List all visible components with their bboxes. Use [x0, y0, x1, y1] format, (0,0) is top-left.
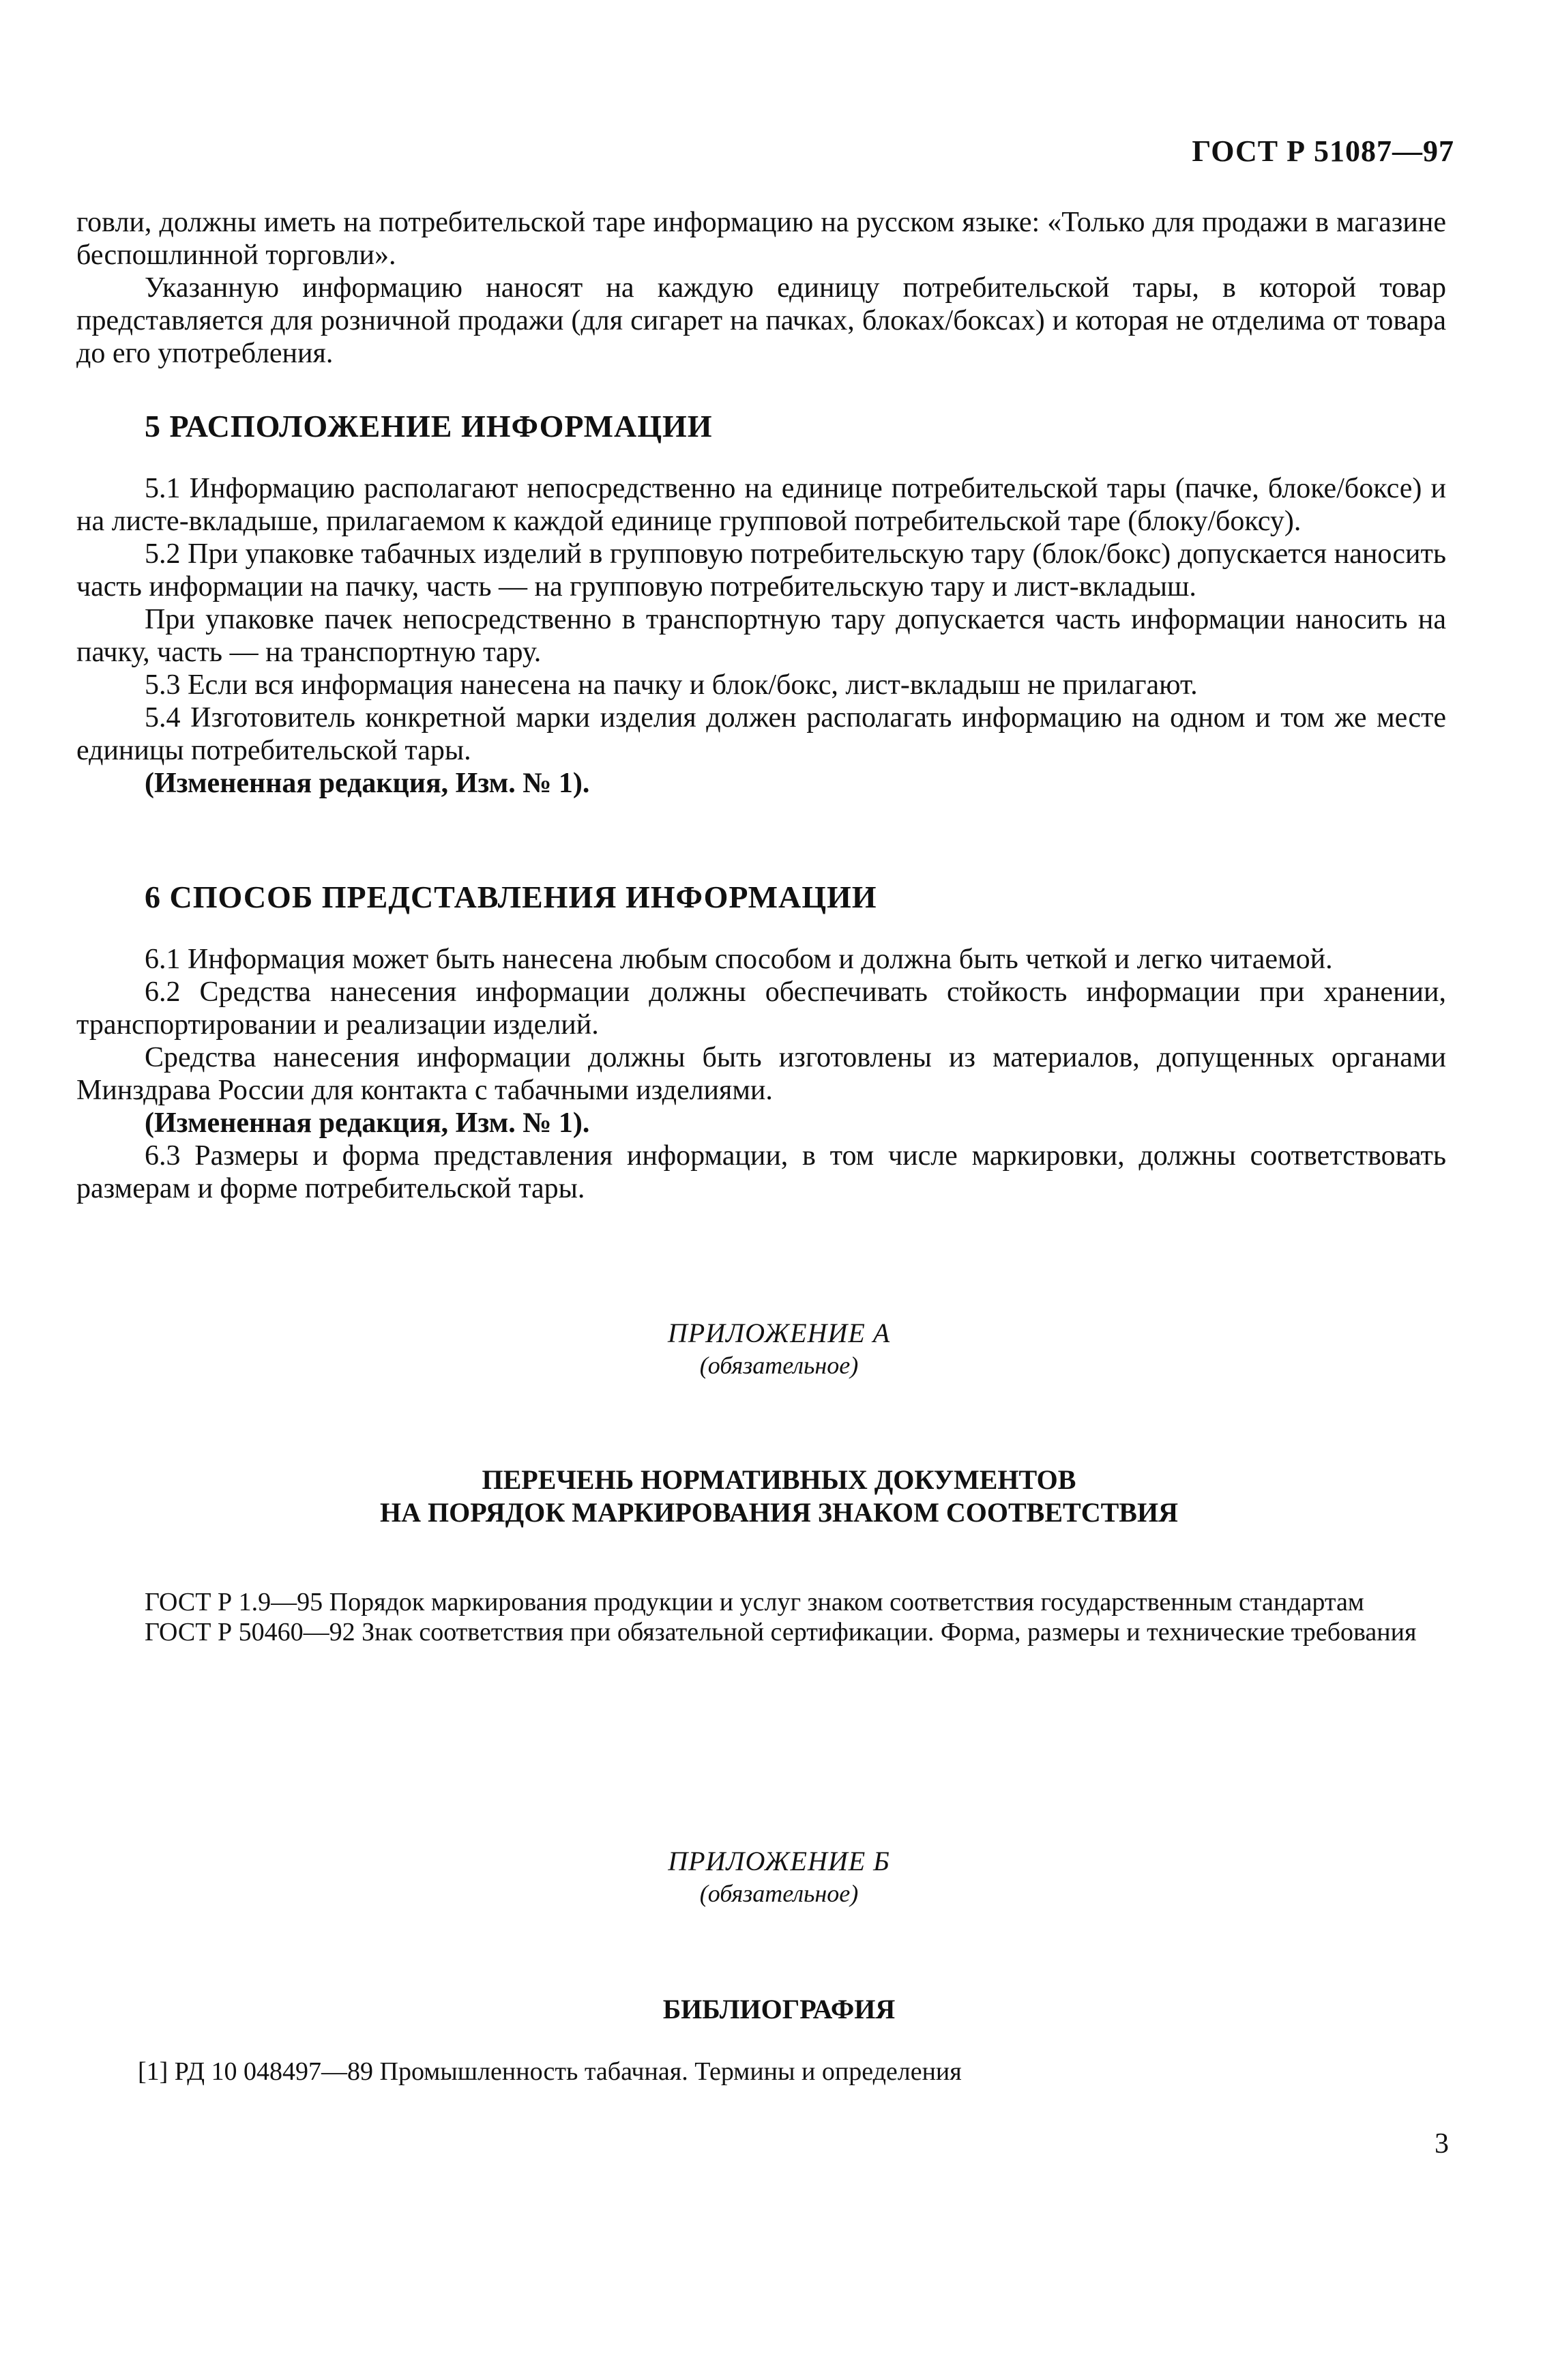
clause-6-1: 6.1 Информация может быть нанесена любым способом и должна быть четкой и легко читаемой.	[145, 944, 1333, 975]
appendix-a-label: ПРИЛОЖЕНИЕ А	[667, 1318, 891, 1348]
clause-6-2-continued: Средства нанесения информации должны быть изготовлены из материалов, допущенных органами Минздрава России для контакта с табачными изделиями.	[76, 1042, 1446, 1106]
clause-5-2-continued: При упаковке пачек непосредственно в транспортную тару допускается часть информации наносить на пачку, часть — на транспортную тару.	[76, 604, 1446, 668]
appendix-a-title-line-2: НА ПОРЯДОК МАРКИРОВАНИЯ ЗНАКОМ СООТВЕТСТВИЯ	[380, 1497, 1178, 1528]
clause-5-1: 5.1 Информацию располагают непосредственно на единице потребительской тары (пачке, блоке/боксе) и на листе-вкладыше, прилагаемом к каждой единице групповой потребительской таре (блоку/боксу).	[76, 473, 1446, 537]
clause-5-3: 5.3 Если вся информация нанесена на пачку и блок/бокс, лист-вкладыш не прилагают.	[145, 669, 1198, 701]
reference-item: ГОСТ Р 50460—92 Знак соответствия при обязательной сертификации. Форма, размеры и технические требования	[145, 1618, 1417, 1646]
standard-code-header: ГОСТ Р 51087—97	[1192, 134, 1454, 168]
section-6-body	[76, 943, 1446, 1205]
amendment-note: (Измененная редакция, Изм. № 1).	[145, 768, 590, 799]
clause-6-3: 6.3 Размеры и форма представления информации, в том числе маркировки, должны соответствовать размерам и форме потребительской тары.	[76, 1140, 1446, 1204]
intro-block	[76, 206, 1446, 370]
amendment-note: (Измененная редакция, Изм. № 1).	[145, 1107, 590, 1139]
reference-item: ГОСТ Р 1.9—95 Порядок маркирования продукции и услуг знаком соответствия государственным стандартам	[145, 1588, 1364, 1616]
bibliography-item: [1] РД 10 048497—89 Промышленность табачная. Термины и определения	[138, 2057, 962, 2086]
intro-paragraph-2: Указанную информацию наносят на каждую единицу потребительской тары, в которой товар представляется для розничной продажи (для сигарет на пачках, блоках/боксах) и которая не отделима от товара до его употребления.	[76, 272, 1446, 369]
section-6-heading: 6 СПОСОБ ПРЕДСТАВЛЕНИЯ ИНФОРМАЦИИ	[145, 880, 877, 914]
appendix-a-references	[76, 1587, 1446, 1647]
page-number: 3	[1435, 2128, 1449, 2160]
bibliography-list	[76, 2057, 1446, 2087]
clause-5-4: 5.4 Изготовитель конкретной марки изделия должен располагать информацию на одном и том же месте единицы потребительской тары.	[76, 702, 1446, 766]
clause-5-2: 5.2 При упаковке табачных изделий в групповую потребительскую тару (блок/бокс) допускается наносить часть информации на пачку, часть — на групповую потребительскую тару и лист-вкладыш.	[76, 538, 1446, 603]
intro-paragraph-1: говли, должны иметь на потребительской таре информацию на русском языке: «Только для продажи в магазине беспошлинной торговли».	[76, 207, 1446, 271]
bibliography-title: БИБЛИОГРАФИЯ	[662, 1994, 896, 2025]
appendix-b-status: (обязательное)	[699, 1880, 859, 1907]
appendix-a-status: (обязательное)	[699, 1352, 859, 1379]
section-5-heading: 5 РАСПОЛОЖЕНИЕ ИНФОРМАЦИИ	[145, 409, 713, 444]
appendix-a-title-line-1: ПЕРЕЧЕНЬ НОРМАТИВНЫХ ДОКУМЕНТОВ	[482, 1464, 1076, 1495]
section-5-body	[76, 472, 1446, 800]
clause-6-2: 6.2 Средства нанесения информации должны обеспечивать стойкость информации при хранении, транспортировании и реализации изделий.	[76, 976, 1446, 1041]
appendix-b-label: ПРИЛОЖЕНИЕ Б	[668, 1846, 890, 1876]
